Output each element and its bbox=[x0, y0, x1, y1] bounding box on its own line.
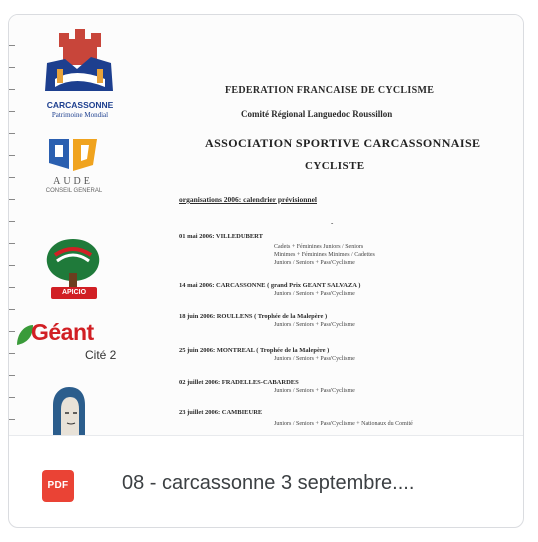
apicio-logo-text: APICIO bbox=[51, 287, 97, 299]
aude-logo-subtext: CONSEIL GENERAL bbox=[45, 188, 103, 194]
doc-organisations-heading: organisations 2006: calendrier prévisionnel bbox=[179, 195, 317, 204]
doc-event-line: Cadets + Féminines Juniors / Seniors bbox=[274, 244, 364, 250]
tree-icon bbox=[43, 237, 103, 289]
pdf-file-icon: PDF bbox=[42, 470, 74, 502]
aude-emblem-icon bbox=[43, 135, 103, 175]
doc-dash: - bbox=[331, 219, 334, 227]
doc-event-line: Juniors / Seniors + Pass'Cyclisme bbox=[274, 291, 355, 297]
doc-event-title: 14 mai 2006: CARCASSONNE ( grand Prix GEANT SALVAZA ) bbox=[179, 282, 361, 289]
carcassonne-logo bbox=[35, 29, 125, 125]
file-preview-thumbnail[interactable] bbox=[9, 15, 523, 435]
carcassonne-logo-text: CARCASSONNE bbox=[46, 100, 114, 110]
apicio-logo bbox=[43, 237, 103, 307]
file-card-footer[interactable] bbox=[9, 436, 523, 527]
aude-logo bbox=[43, 135, 113, 199]
doc-event-title: 25 juin 2006: MONTREAL ( Trophée de la Malepère ) bbox=[179, 347, 330, 354]
doc-event-line: Juniors / Seniors + Pass'Cyclisme + Nationaux du Comité bbox=[274, 421, 413, 427]
file-card[interactable] bbox=[8, 14, 524, 528]
face-illustration bbox=[49, 387, 89, 435]
doc-event-title: 02 juillet 2006: FRADELLES-CABARDES bbox=[179, 379, 299, 386]
doc-event-title: 01 mai 2006: VILLEDUBERT bbox=[179, 233, 263, 240]
carcassonne-logo-subtext: Patrimoine Mondial bbox=[51, 111, 109, 119]
doc-association-heading: ASSOCIATION SPORTIVE CARCASSONNAISE bbox=[205, 136, 481, 150]
geant-logo-subtext: Cité 2 bbox=[85, 348, 117, 362]
face-icon bbox=[49, 387, 89, 435]
aude-logo-text: AUDE bbox=[53, 176, 93, 187]
doc-event-title: 18 juin 2006: ROULLENS ( Trophée de la Malepère ) bbox=[179, 313, 328, 320]
geant-logo bbox=[13, 319, 133, 369]
castle-icon bbox=[35, 29, 125, 101]
doc-event-title: 23 juillet 2006: CAMBIEURE bbox=[179, 409, 263, 416]
doc-federation-heading: FEDERATION FRANCAISE DE CYCLISME bbox=[225, 85, 435, 96]
doc-association-heading-2: CYCLISTE bbox=[305, 160, 365, 172]
doc-event-line: Juniors / Seniors + Pass'Cyclisme bbox=[274, 388, 355, 394]
geant-logo-text: Géant bbox=[31, 319, 94, 345]
doc-comite-heading: Comité Régional Languedoc Roussillon bbox=[241, 109, 393, 119]
doc-event-line: Juniors / Seniors + Pass'Cyclisme bbox=[274, 322, 355, 328]
doc-event-line: Minimes + Féminines Minimes / Cadettes bbox=[274, 252, 375, 258]
doc-event-line: Juniors / Seniors + Pass'Cyclisme bbox=[274, 356, 355, 362]
file-name-label[interactable]: 08 - carcassonne 3 septembre.... bbox=[122, 472, 415, 494]
doc-event-line: Juniors / Seniors + Pass'Cyclisme bbox=[274, 260, 355, 266]
